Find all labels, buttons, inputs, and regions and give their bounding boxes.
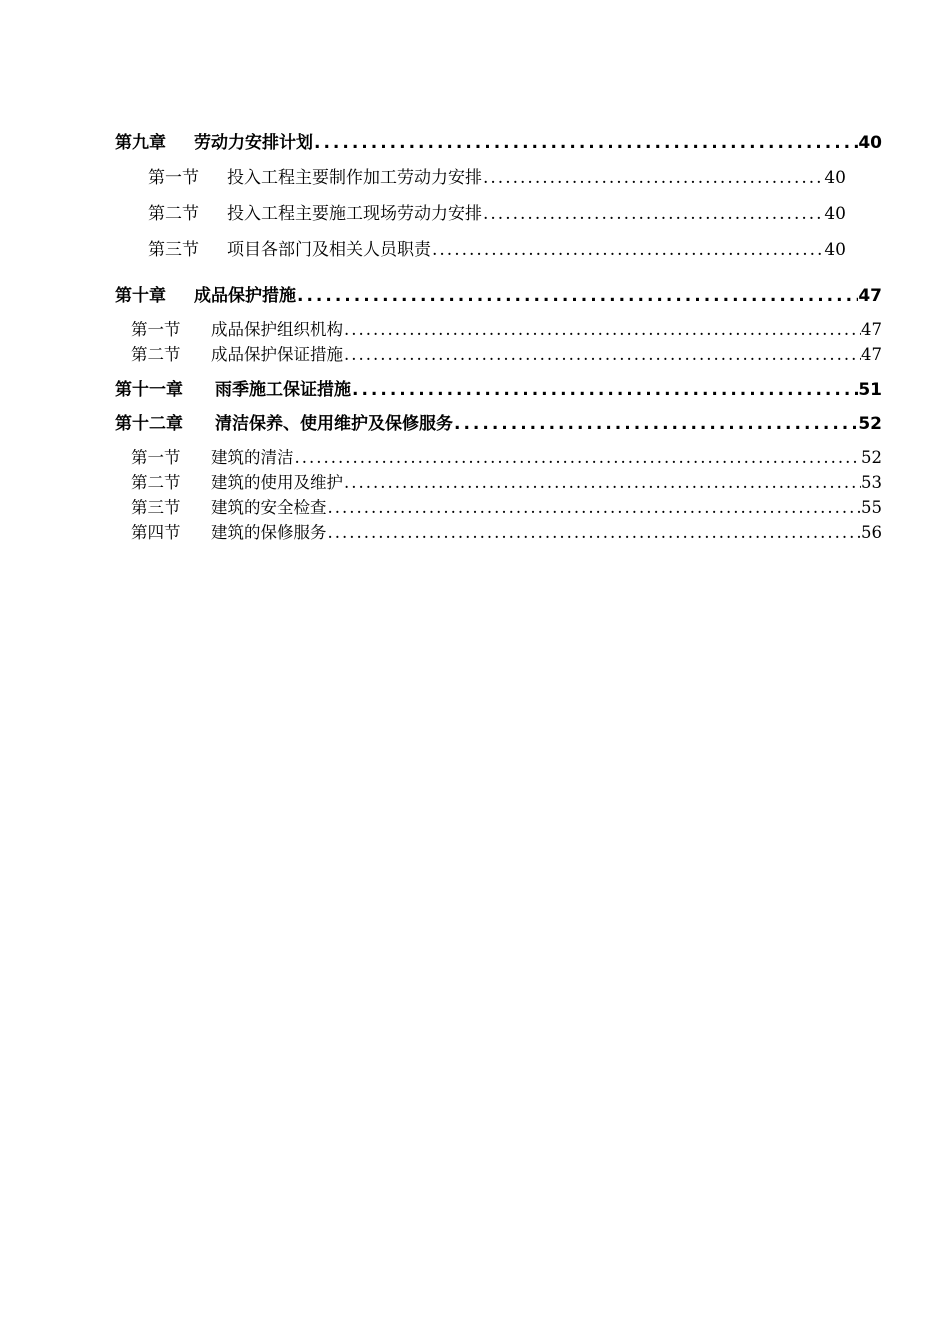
page-number: 40 — [824, 204, 846, 224]
chapter-number: 第十章 — [115, 286, 166, 306]
toc-chapter-11[interactable] — [115, 375, 882, 400]
dot-leader — [431, 240, 824, 260]
toc-section-9-1[interactable] — [148, 163, 846, 188]
page-number: 40 — [858, 133, 882, 153]
section-title: 项目各部门及相关人员职责 — [227, 240, 431, 260]
dot-leader — [343, 320, 861, 339]
page-number: 47 — [861, 320, 882, 339]
page-number: 40 — [824, 168, 846, 188]
chapter-number: 第九章 — [115, 133, 166, 153]
page-number: 53 — [861, 473, 882, 492]
chapter-number: 第十一章 — [115, 380, 183, 400]
page-number: 52 — [861, 448, 882, 467]
toc-chapter-9[interactable] — [115, 128, 882, 153]
section-number: 第一节 — [148, 168, 199, 188]
toc-section-12-2[interactable] — [131, 469, 882, 493]
chapter-title: 成品保护措施 — [194, 286, 296, 306]
section-number: 第四节 — [131, 523, 181, 542]
toc-section-9-3[interactable] — [148, 235, 846, 260]
dot-leader — [482, 168, 824, 188]
page-number: 55 — [861, 498, 882, 517]
section-title: 建筑的清洁 — [211, 448, 294, 467]
chapter-title: 清洁保养、使用维护及保修服务 — [215, 414, 453, 434]
dot-leader — [453, 414, 858, 434]
section-number: 第三节 — [131, 498, 181, 517]
toc-section-12-3[interactable] — [131, 494, 882, 518]
toc-chapter-10[interactable] — [115, 281, 882, 306]
chapter-title: 雨季施工保证措施 — [215, 380, 351, 400]
page-number: 52 — [858, 414, 882, 434]
dot-leader — [294, 448, 862, 467]
page-number: 40 — [824, 240, 846, 260]
page-number: 51 — [858, 380, 882, 400]
section-title: 投入工程主要施工现场劳动力安排 — [227, 204, 482, 224]
page-number: 56 — [861, 523, 882, 542]
dot-leader — [313, 133, 858, 153]
toc-section-12-1[interactable] — [131, 444, 882, 468]
section-number: 第一节 — [131, 448, 181, 467]
section-title: 成品保护保证措施 — [211, 345, 343, 364]
dot-leader — [327, 523, 862, 542]
section-title: 成品保护组织机构 — [211, 320, 343, 339]
section-title: 投入工程主要制作加工劳动力安排 — [227, 168, 482, 188]
page-number: 47 — [861, 345, 882, 364]
toc-section-10-1[interactable] — [131, 316, 882, 340]
section-number: 第二节 — [148, 204, 199, 224]
toc-chapter-12[interactable] — [115, 409, 882, 434]
section-number: 第二节 — [131, 345, 181, 364]
dot-leader — [343, 345, 861, 364]
toc-section-10-2[interactable] — [131, 341, 882, 365]
dot-leader — [482, 204, 824, 224]
section-title: 建筑的保修服务 — [211, 523, 327, 542]
dot-leader — [296, 286, 858, 306]
section-title: 建筑的安全检查 — [211, 498, 327, 517]
toc-section-12-4[interactable] — [131, 519, 882, 543]
chapter-title: 劳动力安排计划 — [194, 133, 313, 153]
dot-leader — [351, 380, 858, 400]
dot-leader — [343, 473, 861, 492]
section-number: 第一节 — [131, 320, 181, 339]
section-number: 第二节 — [131, 473, 181, 492]
section-title: 建筑的使用及维护 — [211, 473, 343, 492]
dot-leader — [327, 498, 862, 517]
toc-section-9-2[interactable] — [148, 199, 846, 224]
section-number: 第三节 — [148, 240, 199, 260]
page-number: 47 — [858, 286, 882, 306]
chapter-number: 第十二章 — [115, 414, 183, 434]
